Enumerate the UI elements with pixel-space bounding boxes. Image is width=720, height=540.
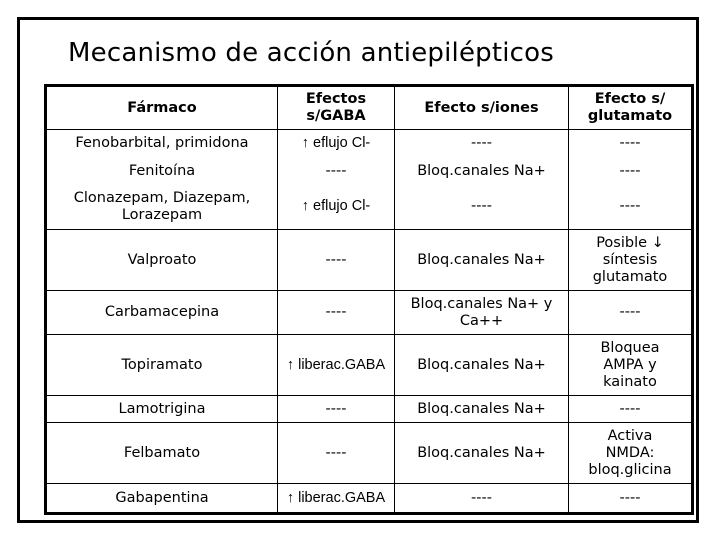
cell-gaba: ↑ liberac.GABA xyxy=(278,335,395,396)
slide-frame xyxy=(17,17,699,523)
cell-glut-line2: síntesis xyxy=(602,251,658,268)
cell-gaba: ---- xyxy=(278,291,395,335)
table-row xyxy=(46,396,693,423)
cell-gaba: ---- xyxy=(278,423,395,484)
cell-glutamato xyxy=(569,423,693,484)
table-row xyxy=(46,423,693,484)
cell-glutamato: ---- xyxy=(569,185,693,230)
header-gaba-line2: s/GABA xyxy=(306,108,366,124)
slide-title: Mecanismo de acción antiepilépticos xyxy=(68,38,555,68)
cell-gaba: ---- xyxy=(278,396,395,423)
cell-gaba: ↑ eflujo Cl- xyxy=(278,130,395,158)
table-row xyxy=(46,130,693,158)
table-row xyxy=(46,158,693,185)
cell-iones: ---- xyxy=(395,130,569,158)
cell-farmaco-line1: Clonazepam, Diazepam, xyxy=(73,189,251,206)
cell-farmaco: Carbamacepina xyxy=(46,291,278,335)
cell-iones: Bloq.canales Na+ xyxy=(395,230,569,291)
cell-farmaco: Lamotrigina xyxy=(46,396,278,423)
header-farmaco: Fármaco xyxy=(46,86,278,130)
cell-iones: Bloq.canales Na+ xyxy=(395,396,569,423)
cell-glut-line3: kainato xyxy=(603,373,657,390)
cell-iones xyxy=(395,291,569,335)
cell-glut-line1: Posible ↓ xyxy=(596,234,664,251)
header-glut-line1: Efecto s/ xyxy=(594,91,666,107)
cell-iones: ---- xyxy=(395,185,569,230)
cell-farmaco: Gabapentina xyxy=(46,484,278,514)
cell-glut-line3: glutamato xyxy=(592,268,668,285)
header-row xyxy=(46,86,693,130)
cell-gaba: ↑ eflujo Cl- xyxy=(278,185,395,230)
table-row xyxy=(46,185,693,230)
cell-farmaco: Fenitoína xyxy=(128,162,196,179)
cell-glutamato xyxy=(569,230,693,291)
cell-iones: Bloq.canales Na+ xyxy=(395,158,569,185)
cell-glutamato: ---- xyxy=(569,291,693,335)
cell-gaba: ---- xyxy=(278,230,395,291)
header-iones: Efecto s/iones xyxy=(395,86,569,130)
table-row xyxy=(46,484,693,514)
header-glutamato xyxy=(569,86,693,130)
cell-glutamato: ---- xyxy=(569,396,693,423)
table-row xyxy=(46,335,693,396)
cell-glutamato: ---- xyxy=(569,158,693,185)
cell-iones: Bloq.canales Na+ xyxy=(395,335,569,396)
cell-farmaco: Valproato xyxy=(46,230,278,291)
cell-glutamato: ---- xyxy=(569,130,693,158)
cell-glut-line3: bloq.glicina xyxy=(588,461,672,478)
header-gaba xyxy=(278,86,395,130)
cell-farmaco: Felbamato xyxy=(46,423,278,484)
header-gaba-line1: Efectos xyxy=(305,91,367,107)
cell-glut-line1: Activa xyxy=(607,427,653,444)
cell-glut-line2: NMDA: xyxy=(605,444,655,461)
cell-glut-line2: AMPA y xyxy=(603,356,657,373)
cell-gaba: ↑ liberac.GABA xyxy=(278,484,395,514)
cell-iones-line1: Bloq.canales Na+ y xyxy=(410,295,553,312)
cell-farmaco xyxy=(46,185,278,230)
cell-glut-line1: Bloquea xyxy=(600,339,660,356)
cell-glutamato xyxy=(569,335,693,396)
cell-iones: ---- xyxy=(395,484,569,514)
table-row xyxy=(46,230,693,291)
header-glut-line2: glutamato xyxy=(587,108,673,124)
cell-farmaco-line2: Lorazepam xyxy=(121,206,203,223)
cell-farmaco: Fenobarbital, primidona xyxy=(75,135,249,152)
table-row xyxy=(46,291,693,335)
cell-iones: Bloq.canales Na+ xyxy=(395,423,569,484)
cell-glutamato: ---- xyxy=(569,484,693,514)
antiepileptic-mechanism-table xyxy=(44,84,694,515)
cell-farmaco: Topiramato xyxy=(46,335,278,396)
cell-iones-line2: Ca++ xyxy=(459,312,504,329)
cell-gaba: ---- xyxy=(278,158,395,185)
